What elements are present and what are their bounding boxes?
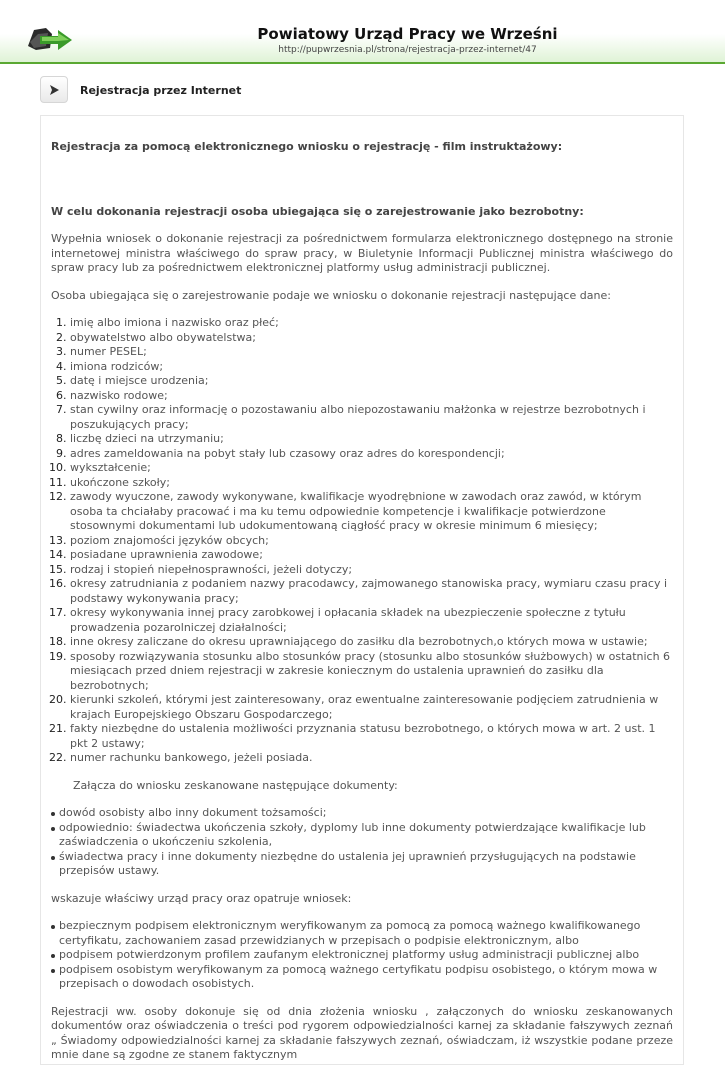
list-item: 12. zawody wyuczone, zawody wykonywane, kwalifikacje wyodrębnione w zawodach oraz zawód, w którym osoba ta chciałaby pracować i ma ku temu odpowiednie kompetencje i kwalifikacje potwierdzone stosownymi dokumentami lub udokumentowaną ciągłość pracy w okresie minimum 6 miesięcy; — [70, 490, 673, 534]
list-item: 14. posiadane uprawnienia zawodowe; — [70, 548, 673, 563]
list-item: 18. inne okresy zaliczane do okresu uprawniającego do zasiłku dla bezrobotnych,o których mowa w ustawie; — [70, 635, 673, 650]
registration-heading: W celu dokonania rejestracji osoba ubiegająca się o zarejestrowanie jako bezrobotny: — [51, 205, 584, 218]
list-item: podpisem potwierdzonym profilem zaufanym elektronicznej platformy usług administracji publicznej albo — [51, 948, 673, 963]
signatures-list — [51, 919, 673, 992]
list-item: 19. sposoby rozwiązywania stosunku albo stosunków pracy (stosunku albo stosunków służbowych) w ostatnich 6 miesiącach przed dniem rejestracji w zakresie koniecznym do ustalenia uprawnień do zasiłku dla bezrobotnych; — [70, 650, 673, 694]
list-item: 20. kierunki szkoleń, którymi jest zainteresowany, oraz ewentualne zainteresowanie podjęciem zatrudnienia w krajach Europejskiego Obszaru Gospodarczego; — [70, 693, 673, 722]
list-item: 13. poziom znajomości języków obcych; — [70, 534, 673, 549]
list-item: odpowiednio: świadectwa ukończenia szkoły, dyplomy lub inne dokumenty potwierdzające kwalifikacje lub zaświadczenia o ukończeniu szkolenia, — [51, 821, 673, 850]
list-item: 10. wykształcenie; — [70, 461, 673, 476]
list-item: 15. rodzaj i stopień niepełnosprawności, jeżeli dotyczy; — [70, 563, 673, 578]
required-data-list — [51, 316, 673, 766]
list-item: 9. adres zameldowania na pobyt stały lub czasowy oraz adres do korespondencji; — [70, 447, 673, 462]
list-item: 17. okresy wykonywania innej pracy zarobkowej i opłacania składek na ubezpieczenie społeczne z tytułu prowadzenia pozarolniczej działalności; — [70, 606, 673, 635]
list-item: 7. stan cywilny oraz informację o pozostawaniu albo niepozostawaniu małżonka w rejestrze bezrobotnych i poszukujących pracy; — [70, 403, 673, 432]
closing-paragraph: Rejestracji ww. osoby dokonuje się od dnia złożenia wniosku , załączonych do wniosku zeskanowanych dokumentów oraz oświadczenia o treści pod rygorem odpowiedzialności karnej za składanie fałszywych zeznań „ Świadomy odpowiedzialności karnej za składanie fałszywych zeznań, oświadczam, iż wszystkie podane przeze mnie dane są zgodne ze stanem faktycznym — [51, 1004, 673, 1061]
article-body — [51, 232, 673, 1063]
list-item: 3. numer PESEL; — [70, 345, 673, 360]
list-item: 6. nazwisko rodowe; — [70, 389, 673, 404]
list-item: 5. datę i miejsce urodzenia; — [70, 374, 673, 389]
list-item: 1. imię albo imiona i nazwisko oraz płeć; — [70, 316, 673, 331]
documents-list — [51, 806, 673, 879]
play-arrow-icon — [49, 84, 60, 96]
video-heading: Rejestracja za pomocą elektronicznego wniosku o rejestrację - film instruktażowy: — [51, 140, 563, 153]
list-item: podpisem osobistym weryfikowanym za pomocą ważnego certyfikatu podpisu osobistego, o którym mowa w przepisach o dowodach osobistych. — [51, 963, 673, 992]
list-item: świadectwa pracy i inne dokumenty niezbędne do ustalenia jej uprawnień przysługujących na podstawie przepisów ustawy. — [51, 850, 673, 879]
article-content — [40, 115, 684, 1065]
list-item: 4. imiona rodziców; — [70, 360, 673, 375]
list-item: 16. okresy zatrudniania z podaniem nazwy pracodawcy, zajmowanego stanowiska pracy, wymiaru czasu pracy i podstawy wykonywania pracy; — [70, 577, 673, 606]
data-intro-paragraph: Osoba ubiegająca się o zarejestrowanie podaje we wniosku o dokonanie rejestracji następujące dane: — [51, 288, 611, 302]
list-item: bezpiecznym podpisem elektronicznym weryfikowanym za pomocą za pomocą ważnego kwalifikowanego certyfikatu, zachowaniem zasad przewidzianych w przepisach o podpisie elektronicznym, albo — [51, 919, 673, 948]
list-item: 11. ukończone szkoły; — [70, 476, 673, 491]
list-item: 22. numer rachunku bankowego, jeżeli posiada. — [70, 751, 673, 766]
page-title: Rejestracja przez Internet — [80, 84, 242, 97]
list-item: dowód osobisty albo inny dokument tożsamości; — [51, 806, 673, 821]
sign-intro: wskazuje właściwy urząd pracy oraz opatruje wniosek: — [51, 891, 352, 905]
intro-paragraph: Wypełnia wniosek o dokonanie rejestracji za pośrednictwem formularza elektronicznego dostępnego na stronie internetowej ministra właściwego do spraw pracy, w Biuletynie Informacji Publicznej ministra właściwego do spraw pracy lub za pośrednictwem elektronicznej platformy usług administracji publicznej. — [51, 232, 673, 274]
breadcrumb-button[interactable] — [40, 76, 68, 103]
list-item: 21. fakty niezbędne do ustalenia możliwości przyznania statusu bezrobotnego, o których mowa w art. 2 ust. 1 pkt 2 ustawy; — [70, 722, 673, 751]
site-header — [0, 0, 725, 64]
site-url[interactable]: http://pupwrzesnia.pl/strona/rejestracja-przez-internet/47 — [278, 45, 537, 55]
list-item: 8. liczbę dzieci na utrzymaniu; — [70, 432, 673, 447]
arrow-logo-icon[interactable] — [26, 24, 74, 54]
attach-intro: Załącza do wniosku zeskanowane następujące dokumenty: — [73, 778, 398, 792]
list-item: 2. obywatelstwo albo obywatelstwa; — [70, 331, 673, 346]
site-title: Powiatowy Urząd Pracy we Wrześni — [257, 25, 558, 43]
